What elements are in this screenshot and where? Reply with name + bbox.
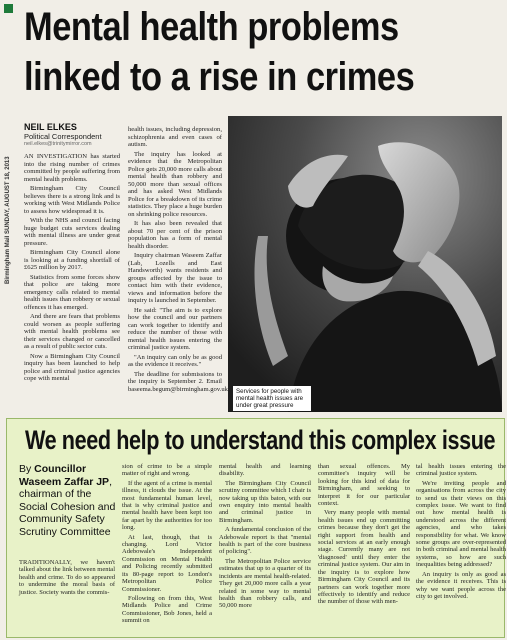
paragraph: Following on from this, West Midlands Police and Crime Commissioner, Bob Jones, held a summit on — [122, 594, 212, 625]
byline-name: NEIL ELKES — [24, 122, 77, 132]
paragraph: An inquiry is only as good as the evidence it receives. This is why we want people across the city to get involved. — [416, 570, 506, 600]
article-column-1 — [24, 153, 120, 385]
paragraph: At last, though, that is changing. Lord Victor Adebowale's Independent Commission on Mental Health and Policing recently submitted its 80-page report to London's Metropolitan Police Commissioner. — [122, 533, 212, 593]
paragraph: If the agent of a crime is mental illness, it clouds the issue. At the most fundamental human level, that is why criminal justice and mental health have been kept too far apart by the authorities for too long. — [122, 479, 212, 532]
paragraph: A fundamental conclusion of the Adebowale report is that "mental health is part of the core business of policing". — [219, 526, 311, 556]
page-margin-rail — [3, 4, 14, 424]
opinion-column-5 — [416, 463, 506, 602]
paragraph: than sexual offences. My committee's inquiry will be looking for this kind of data for Birmingham, and seeking to interpret it for our particular context. — [318, 463, 410, 508]
paragraph: Birmingham City Council alone is looking at a funding shortfall of £625 million by 2017. — [24, 249, 120, 271]
paragraph: And there are fears that problems could worsen as people suffering with mental health problems see their services changed or cancelled as a result of public sector cuts. — [24, 313, 120, 350]
opinion-column-4 — [318, 463, 410, 608]
opinion-column-2 — [122, 463, 212, 627]
publication-logo-icon — [4, 4, 13, 13]
publication-dateline: Birmingham Mail SUNDAY, AUGUST 18, 2013 — [5, 156, 11, 284]
opinion-byline-prefix: By — [19, 463, 35, 475]
article-column-2 — [128, 126, 228, 395]
paragraph: The deadline for submissions to the inquiry is September 2. Email baseema.begum@birmingham.gov.uk — [128, 370, 228, 393]
paragraph: The Birmingham City Council scrutiny committee which I chair is now taking up this baton, with our own enquiry into mental health and criminal justice in Birmingham. — [219, 479, 311, 524]
paragraph: Statistics from some forces show that police are taking more emergency calls related to mental health issues than robbery or sexual offences it has emerged. — [24, 273, 120, 311]
paragraph: "An inquiry can only be as good as the evidence it receives." — [128, 353, 222, 368]
paragraph: TRADITIONALLY, we haven't talked about the link between mental health and crime. To do so appeared to undermine the moral basis of justice. Society wants the commis- — [19, 559, 115, 596]
headline-line-1: Mental health problems — [24, 5, 399, 49]
paragraph: It has also been revealed that about 70 per cent of the prison population has a form of mental health disorder. — [128, 220, 222, 250]
paragraph: With the NHS and council facing huge budget cuts services dealing with mental illness are under great pressure. — [24, 217, 120, 247]
paragraph: The Metropolitan Police service estimates that up to a quarter of its incidents are mental health-related. They get 20,000 more calls a year related in some way to mental health than robbery calls, and 50,000 more — [219, 557, 311, 610]
article-photo — [228, 116, 502, 412]
opinion-byline — [19, 463, 117, 538]
paragraph: Very many people with mental health issues end up committing crimes because they don't get the right support from health and social services at an early enough stage. Currently many are not 'diagnosed' until they enter the criminal justice system. Our aim in the inquiry is to explore how Birmingham City Council and its partners can work together more effectively to identify and reduce the number of those with men- — [318, 509, 410, 606]
paragraph: AN INVESTIGATION has started into the rising number of crimes committed by people suffering from mental health problems. — [24, 153, 120, 183]
byline-role: Political Correspondent — [24, 132, 102, 141]
headline-line-2: linked to a rise in crimes — [24, 55, 415, 99]
byline — [24, 122, 118, 147]
paragraph: The inquiry has looked at evidence that the Metropolitan Police gets 20,000 more calls about mental health than robbery and 50,000 more than sexual offices and has asked West Midlands Police for a breakdown of its crime statistics. They place a huge burden on shrinking police resources. — [128, 150, 222, 218]
paragraph: Birmingham City Council believes there is a strong link and is working with West Midlands Police to assess how widespread it is. — [24, 185, 120, 215]
paragraph: health issues, including depression, schizophrenia and even cases of autism. — [128, 126, 222, 148]
opinion-column-1 — [19, 559, 115, 598]
paragraph: He said: "The aim is to explore how the council and our partners can work together to identify and reduce the number of those with mental health issues entering the criminal justice system. — [128, 306, 222, 351]
photo-caption: Services for people with mental health issues are under great pressure — [233, 386, 311, 411]
paragraph: We're inviting people and organisations from across the city to send us their views on this complex issue. We want to find out how mental health is understood across the different agencies, and who takes responsibility for what. We know some groups are over-represented in both criminal and mental health systems, so how are such inequalities being addressed? — [416, 479, 506, 569]
opinion-column-3 — [219, 463, 311, 612]
opinion-box-title: We need help to understand this complex issue — [25, 425, 496, 455]
opinion-box — [6, 418, 505, 638]
opinion-byline-name: Councillor Waseem Zaffar JP — [19, 463, 110, 488]
opinion-byline-role: , chairman of the Social Cohesion and Community Safety Scrutiny Committee — [19, 475, 116, 538]
byline-email: neil.elkes@trinitymirror.com — [24, 141, 92, 147]
paragraph: Now a Birmingham City Council inquiry has been launched to help police and criminal justice agencies cope with mental — [24, 352, 120, 382]
paragraph: Inquiry chairman Waseem Zaffar (Lab, Lozells and East Handsworth) wants residents and groups affected by the issue to contact him with their evidence, views and information before the inquiry is launched in September. — [128, 252, 222, 304]
paragraph: sion of crime to be a simple matter of right and wrong. — [122, 463, 212, 478]
distressed-person-image — [228, 116, 502, 412]
paragraph: mental health and learning disability. — [219, 463, 311, 478]
paragraph: tal health issues entering the criminal justice system. — [416, 463, 506, 478]
